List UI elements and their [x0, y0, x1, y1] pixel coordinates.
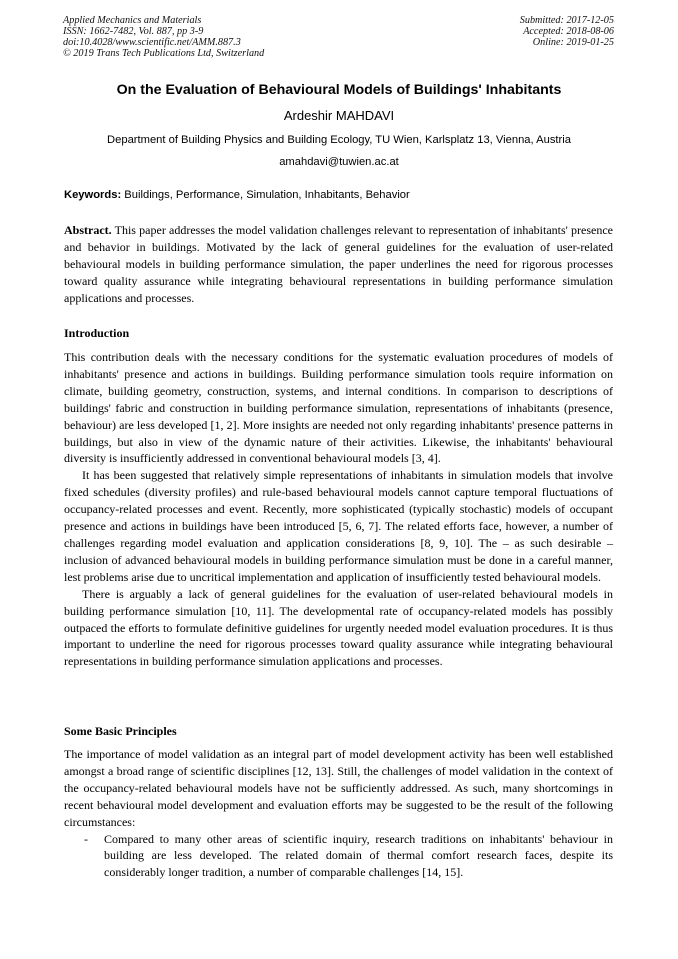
paragraph: The importance of model validation as an integral part of model development activity has been well established amongst a broad range of scientific disciplines [12, 13]. Still, the challenges of model validation in the context of the occupancy-related behavioural models have not be sufficiently addressed. As such, many shortcomings in recent behavioural model development and evaluation efforts may be suggested to be the result of the following circumstances: — [64, 747, 613, 829]
keywords-label: Keywords: — [64, 189, 122, 201]
introduction-body — [64, 349, 613, 670]
author-affiliation: Department of Building Physics and Building Ecology, TU Wien, Karlsplatz 13, Vienna, Austria — [107, 134, 571, 146]
list-item-text: Compared to many other areas of scientific inquiry, research traditions on inhabitants' behaviour in building are less developed. The related domain of thermal comfort research faces, despite its considerably longer tradition, a number of comparable challenges [14, 15]. — [104, 831, 613, 880]
principles-body — [64, 746, 613, 881]
abstract-text: This paper addresses the model validation challenges relevant to representation of inhabitants' presence and behavior in buildings. Motivated by the lack of general guidelines for the evaluation of user-related behavioural models in building performance simulation, the paper underlines the need for rigorous processes toward quality assurance while integrating behavioural representations in building performance simulation applications and processes. — [64, 223, 613, 305]
list-item — [64, 831, 613, 882]
journal-name: Applied Mechanics and Materials — [63, 15, 202, 26]
dates-header — [520, 15, 614, 48]
section-heading-introduction: Introduction — [64, 326, 130, 340]
author-email: amahdavi@tuwien.ac.at — [279, 156, 399, 168]
section-heading-basic-principles: Some Basic Principles — [64, 724, 177, 738]
submitted-date: Submitted: 2017-12-05 — [519, 15, 614, 26]
journal-header — [63, 15, 264, 59]
copyright-line: © 2019 Trans Tech Publications Ltd, Switzerland — [63, 48, 265, 59]
keywords-line — [64, 189, 410, 201]
keywords-text: Buildings, Performance, Simulation, Inhabitants, Behavior — [121, 189, 410, 201]
abstract-label: Abstract. — [64, 223, 112, 237]
paper-title: On the Evaluation of Behavioural Models of Buildings' Inhabitants — [116, 82, 562, 98]
bullet-dash: - — [84, 831, 88, 846]
paragraph: It has been suggested that relatively simple representations of inhabitants in simulation models that involve fixed schedules (diversity profiles) and rule-based behavioural models cannot capture temporal fluctuations of occupancy-related processes and event. Recently, more sophisticated (typically stochastic) models of occupant presence and actions in buildings have been introduced [5, 6, 7]. The related efforts face, however, a number of challenges regarding model evaluation and application considerations [8, 9, 10]. The – as such desirable – inclusion of advanced behavioural models in building performance simulation must be done in a careful manner, lest problems arise due to uncritical implementation and application of insufficiently tested behavioural models. — [64, 468, 613, 584]
online-date: Online: 2019-01-25 — [532, 37, 614, 48]
abstract — [64, 222, 613, 307]
paragraph: There is arguably a lack of general guidelines for the evaluation of user-related behavioural models in building performance simulation [10, 11]. The developmental rate of occupancy-related models has possibly outpaced the efforts to formulate definitive guidelines for urgently needed model evaluation procedures. It is thus important to underline the need for rigorous processes toward quality assurance while integrating behavioural representations in building performance simulation applications and processes. — [64, 586, 613, 669]
accepted-date: Accepted: 2018-08-06 — [523, 26, 614, 37]
issn-line: ISSN: 1662-7482, Vol. 887, pp 3-9 — [63, 26, 204, 37]
author-name: Ardeshir MAHDAVI — [283, 108, 395, 123]
paragraph: This contribution deals with the necessary conditions for the systematic evaluation procedures of models of inhabitants' presence and actions in buildings. Building performance simulation tools require information on climate, building geometry, construction, systems, and internal conditions. In comparison to descriptions of buildings' fabric and construction in building performance simulation, representations of inhabitants (presence, behaviour) are less developed [1, 2]. More insights are needed not only regarding inhabitants' presence patterns in buildings, but also in view of the dynamic nature of their activities. Likewise, the inhabitants' behavioural diversity is insufficiently addressed in conventional behavioural models [3, 4]. — [64, 350, 613, 466]
doi-line: doi:10.4028/www.scientific.net/AMM.887.3 — [63, 37, 241, 48]
